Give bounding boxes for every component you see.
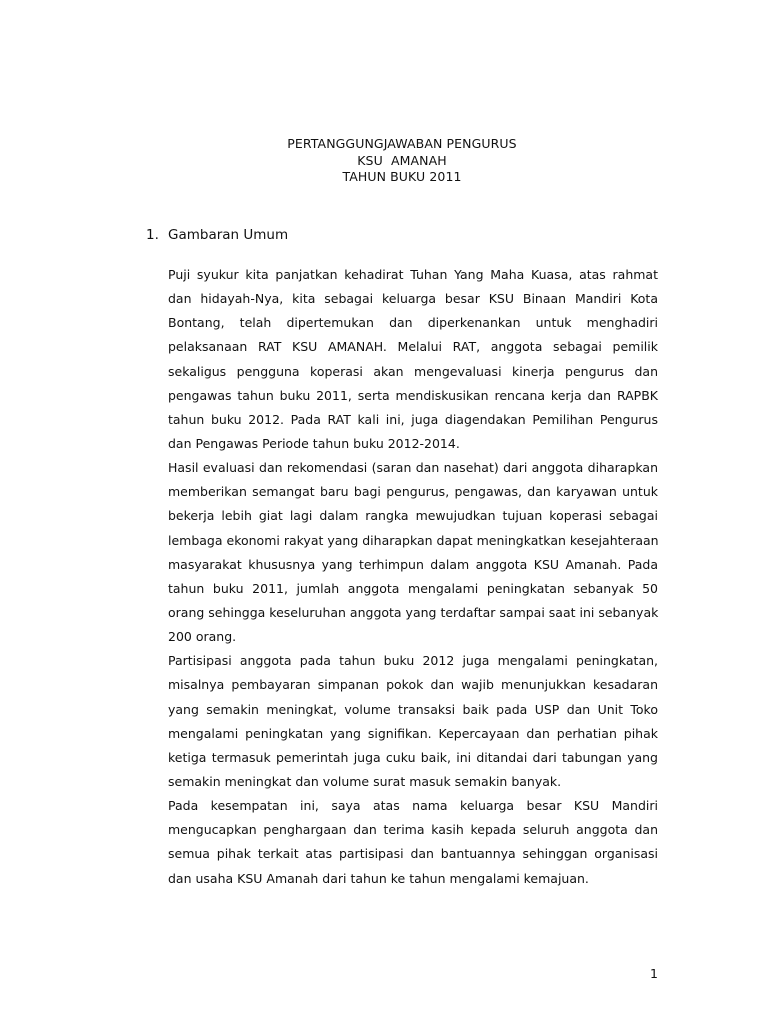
paragraph-line: orang sehingga keseluruhan anggota yang terdaftar sampai saat ini sebanyak — [168, 604, 659, 620]
paragraph-1 — [168, 263, 658, 456]
title-line-2: KSU AMANAH — [357, 152, 447, 168]
paragraph-4 — [168, 794, 658, 891]
paragraph-line: semua pihak terkait atas partisipasi dan bantuannya sehinggan organisasi — [168, 846, 658, 862]
paragraph-2 — [168, 456, 658, 649]
paragraph-line: pelaksanaan RAT KSU AMANAH. Melalui RAT, anggota sebagai pemilik — [168, 339, 658, 355]
paragraph-line: semakin meningkat dan volume surat masuk semakin banyak. — [168, 773, 562, 789]
title-line-1: PERTANGGUNGJAWABAN PENGURUS — [287, 136, 517, 151]
paragraph-line: mengalami peningkatan yang signifikan. Kepercayaan dan perhatian pihak — [168, 725, 658, 741]
paragraph-line: Puji syukur kita panjatkan kehadirat Tuhan Yang Maha Kuasa, atas rahmat — [168, 267, 658, 282]
paragraph-line: Hasil evaluasi dan rekomendasi (saran dan nasehat) dari anggota diharapkan — [168, 460, 658, 476]
paragraph-line: yang semakin meningkat, volume transaksi baik pada USP dan Unit Toko — [168, 701, 658, 717]
paragraph-line: Partisipasi anggota pada tahun buku 2012 juga mengalami peningkatan, — [168, 653, 658, 669]
paragraph-line: dan Pengawas Periode tahun buku 2012-2014. — [168, 435, 460, 451]
paragraph-line: ketiga termasuk pemerintah juga cuku baik, ini ditandai dari tabungan yang — [168, 749, 658, 765]
paragraph-line: tahun buku 2011, jumlah anggota mengalami peningkatan sebanyak 50 — [168, 580, 658, 596]
paragraph-line: bekerja lebih giat lagi dalam rangka mewujudkan tujuan koperasi sebagai — [168, 508, 658, 524]
paragraph-line: pengawas tahun buku 2011, serta mendiskusikan rencana kerja dan RAPBK — [168, 387, 658, 403]
paragraph-line: masyarakat khususnya yang terhimpun dalam anggota KSU Amanah. Pada — [168, 556, 658, 572]
paragraph-line: memberikan semangat baru bagi pengurus, pengawas, dan karyawan untuk — [168, 484, 658, 500]
section-number: 1. — [146, 227, 159, 243]
page-number: 1 — [650, 966, 658, 981]
paragraph-line: tahun buku 2012. Pada RAT kali ini, juga diagendakan Pemilihan Pengurus — [168, 411, 658, 427]
paragraph-3 — [168, 649, 658, 794]
paragraph-line: 200 orang. — [168, 629, 237, 645]
body-text — [168, 263, 658, 891]
paragraph-line: lembaga ekonomi rakyat yang diharapkan dapat meningkatkan kesejahteraan — [168, 532, 659, 548]
paragraph-line: Pada kesempatan ini, saya atas nama keluarga besar KSU Mandiri — [168, 798, 658, 814]
paragraph-line: mengucapkan penghargaan dan terima kasih kepada seluruh anggota dan — [168, 822, 658, 838]
section-heading — [146, 225, 288, 245]
paragraph-line: misalnya pembayaran simpanan pokok dan wajib menunjukkan kesadaran — [168, 677, 658, 693]
paragraph-line: dan hidayah-Nya, kita sebagai keluarga besar KSU Binaan Mandiri Kota — [168, 291, 658, 307]
title-line-3: TAHUN BUKU 2011 — [342, 169, 462, 184]
document-title — [0, 136, 768, 186]
paragraph-line: sekaligus pengguna koperasi akan mengevaluasi kinerja pengurus dan — [168, 363, 658, 379]
paragraph-line: Bontang, telah dipertemukan dan diperkenankan untuk menghadiri — [168, 315, 658, 331]
paragraph-line: dan usaha KSU Amanah dari tahun ke tahun mengalami kemajuan. — [168, 870, 589, 886]
section-heading-text: Gambaran Umum — [168, 227, 289, 243]
